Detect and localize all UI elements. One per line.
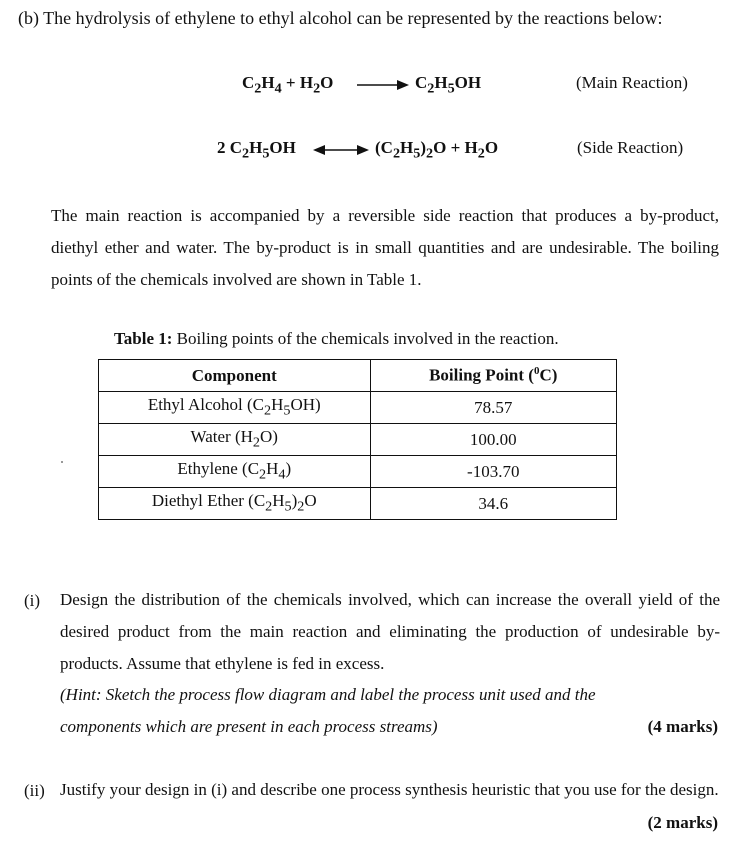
question-i-marks: (4 marks) <box>647 717 718 736</box>
component-cell: Ethylene $(C_2H_4)$ <box>99 456 371 488</box>
question-ii-label: (ii) <box>24 781 45 800</box>
main-reaction-product: $C_2H_5OH$ <box>415 73 482 97</box>
table-row <box>99 488 617 520</box>
side-reaction-products: $(C_2H_5)_2O + H_2O$ <box>375 138 499 162</box>
question-ii-text: Justify your design in (i) and describe one process synthesis heuristic that you use for the design. <box>60 780 719 799</box>
header-component: Component <box>99 360 371 392</box>
double-headed-arrow-icon <box>313 143 369 157</box>
main-reaction-reactants: $C_2H_4 + H_2O$ <box>242 73 334 97</box>
component-cell: Ethyl Alcohol $(C_2H_5OH)$ <box>99 392 371 424</box>
table-caption-text: Boiling points of the chemicals involved in the reaction. <box>172 329 559 348</box>
table-caption <box>114 329 559 349</box>
question-ii-marks: (2 marks) <box>647 813 718 832</box>
side-reaction-note: (Side Reaction) <box>577 138 684 157</box>
question-i-text: Design the distribution of the chemicals involved, which can increase the overall yield of the desired product from the main reaction and eliminating the production of undesirable by-products. Assume that ethylene is fed in excess. <box>60 590 720 673</box>
table-row <box>99 392 617 424</box>
description-paragraph: The main reaction is accompanied by a reversible side reaction that produces a by-product, diethyl ether and water. The by-product is in small quantities and are undesirable. The boiling points of the chemicals involved are shown in Table 1. <box>51 206 719 289</box>
scan-speck <box>61 461 63 463</box>
boiling-point-cell: 34.6 <box>370 488 617 520</box>
main-reaction-note: (Main Reaction) <box>576 73 688 92</box>
boiling-points-table <box>98 359 617 520</box>
side-reaction-reactants: 2 $C_2H_5OH$ <box>217 138 296 162</box>
boiling-point-cell: -103.70 <box>370 456 617 488</box>
boiling-point-cell: 78.57 <box>370 392 617 424</box>
question-heading: (b) The hydrolysis of ethylene to ethyl alcohol can be represented by the reactions below: <box>18 8 663 28</box>
right-arrow-icon <box>357 78 409 92</box>
table-row <box>99 424 617 456</box>
table-caption-label: Table 1: <box>114 329 173 348</box>
table-header-row <box>99 360 617 392</box>
boiling-point-cell: 100.00 <box>370 424 617 456</box>
question-i-hint-line2: components which are present in each process streams) <box>60 717 438 736</box>
component-cell: Water $(H_2O)$ <box>99 424 371 456</box>
question-i-label: (i) <box>24 591 41 610</box>
header-boiling-point: Boiling Point ($^0$C) <box>370 360 617 392</box>
component-cell: Diethyl Ether $(C_2H_5)_2O$ <box>99 488 371 520</box>
table-row <box>99 456 617 488</box>
question-i-hint-line1: (Hint: Sketch the process flow diagram and label the process unit used and the <box>60 685 596 704</box>
